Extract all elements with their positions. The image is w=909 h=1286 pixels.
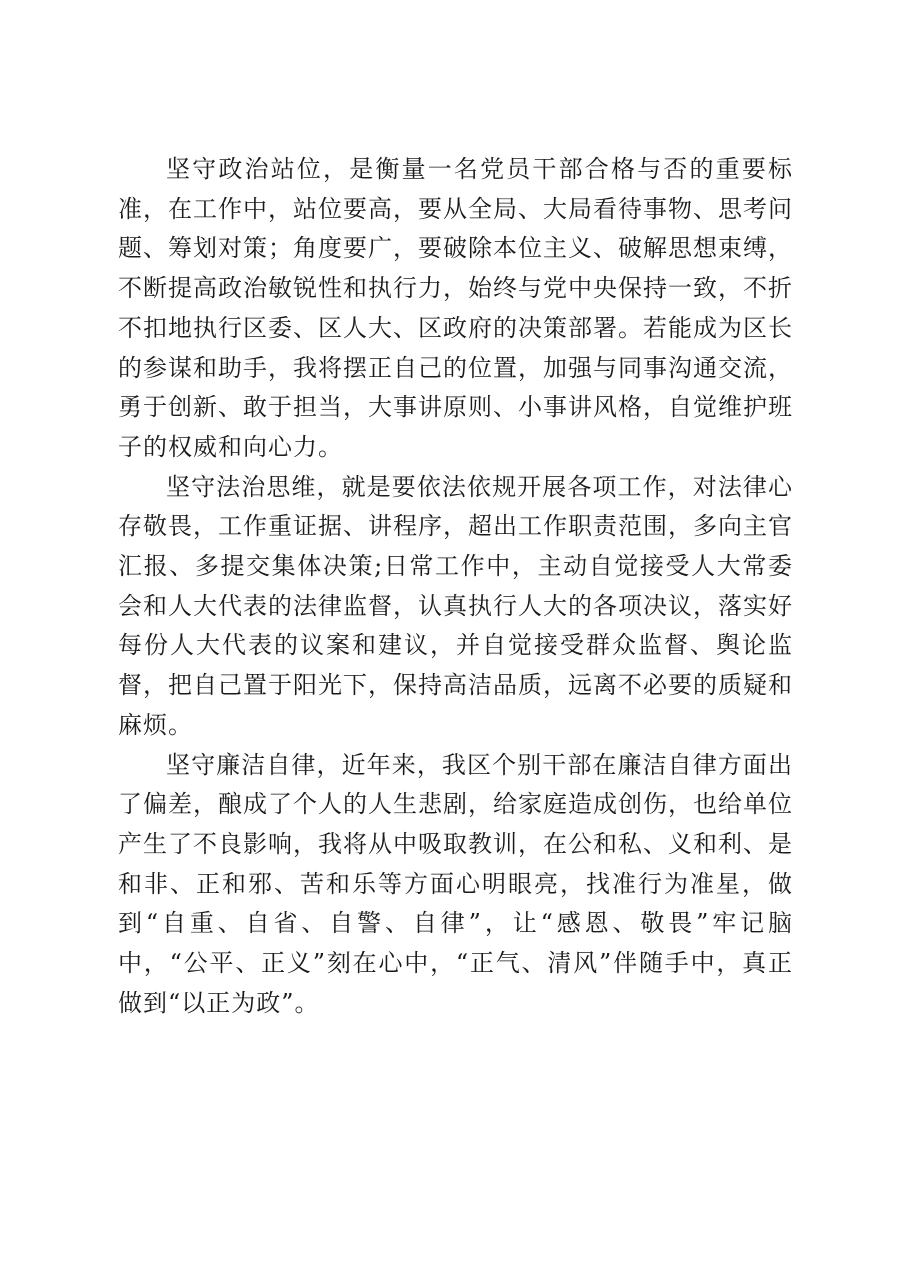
paragraph-political-stance: 坚守政治站位，是衡量一名党员干部合格与否的重要标准，在工作中，站位要高，要从全局、大局看待事物、思考问题、筹划对策；角度要广，要破除本位主义、破解思想束缚，不断提高政治敏锐性和执行力，始终与党中央保持一致，不折不扣地执行区委、区人大、区政府的决策部署。若能成为区长的参谋和助手，我将摆正自己的位置，加强与同事沟通交流，勇于创新、敢于担当，大事讲原则、小事讲风格，自觉维护班子的权威和向心力。 <box>118 155 793 461</box>
paragraph-integrity: 坚守廉洁自律，近年来，我区个别干部在廉洁自律方面出了偏差，酿成了个人的人生悲剧，给家庭造成创伤，也给单位产生了不良影响，我将从中吸取教训，在公和私、义和利、是和非、正和邪、苦和乐等方面心明眼亮，找准行为准星，做到“自重、自省、自警、自律”，让“感恩、敬畏”牢记脑中，“公平、正义”刻在心中，“正气、清风”伴随手中，真正做到“以正为政”。 <box>118 750 793 1017</box>
paragraph-rule-of-law: 坚守法治思维，就是要依法依规开展各项工作，对法律心存敬畏，工作重证据、讲程序，超出工作职责范围，多向主官汇报、多提交集体决策;日常工作中，主动自觉接受人大常委会和人大代表的法律监督，认真执行人大的各项决议，落实好每份人大代表的议案和建议，并自觉接受群众监督、舆论监督，把自己置于阳光下，保持高洁品质，远离不必要的质疑和麻烦。 <box>118 472 793 739</box>
document-page <box>118 150 793 1023</box>
